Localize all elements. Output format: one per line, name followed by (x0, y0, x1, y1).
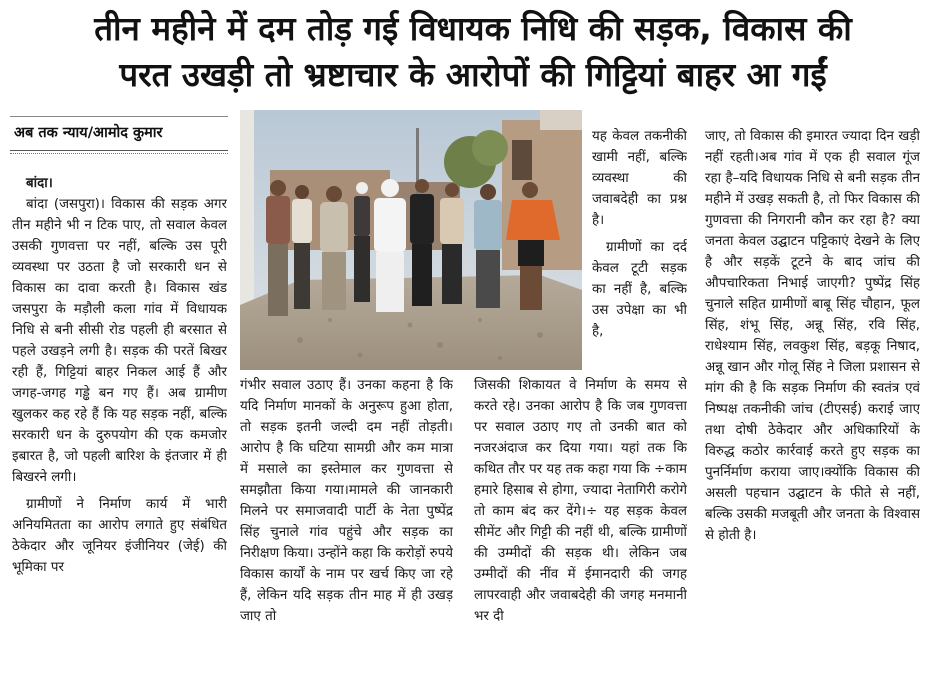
villagers-on-road-photo (240, 110, 582, 370)
article-column-4 (705, 126, 920, 699)
byline-rule (10, 150, 228, 151)
article-column-1 (12, 173, 227, 699)
column-3-upper-paragraph-2: ग्रामीणों का दर्द केवल टूटी सड़क का नहीं है, बल्कि उस उपेक्षा का भी है, (592, 240, 687, 339)
column-1-paragraph-1: बांदा (जसपुरा)। विकास की सड़क अगर तीन महीने भी न टिक पाए, तो सवाल केवल उसकी गुणवत्ता पर नहीं, बल्कि उस पूरी व्यवस्था पर उठता है जो सरकारी धन से विकास का दावा करती है। विकास खंड जसपुरा के मड़ौली कला गांव में विधायक निधि से बनी सीसी रोड पहली ही बरसात से पहले उखड़ने लगी है। सड़क की परतें बिखर रही हैं, गिट्टियां बाहर निकल आई हैं और जगह-जगह गड्ढे बन गए हैं। अब ग्रामीण खुलकर कह रहे हैं कि यह सड़क नहीं, बल्कि सरकारी धन के दुरुपयोग की एक कमजोर इबारत है, जो पहली बारिश के इंतजार में ही बिखरने लगी। (12, 197, 227, 485)
headline (0, 6, 946, 98)
headline-line-2: परत उखड़ी तो भ्रष्टाचार के आरोपों की गिट्टियां बाहर आ गईं (119, 55, 827, 94)
dateline: बांदा। (26, 176, 53, 191)
article-column-3-upper (592, 126, 687, 373)
headline-line-1: तीन महीने में दम तोड़ गई विधायक निधि की सड़क, विकास की (94, 9, 852, 48)
news-photo (240, 110, 582, 370)
byline-dotted-rule (10, 153, 228, 154)
column-1-paragraph-2: ग्रामीणों ने निर्माण कार्य में भारी अनियमितता का आरोप लगाते हुए संबंधित ठेकेदार और जूनियर इंजीनियर (जेई) की भूमिका पर (12, 497, 227, 575)
column-3-paragraph-1: जिसकी शिकायत वे निर्माण के समय से करते रहे। उनका आरोप है कि जब गुणवत्ता पर सवाल उठाए गए तो उनकी बात को नजरअंदाज कर दिया गया। यहां तक कि कथित तौर पर यह तक कहा गया कि ÷काम हमारे हिसाब से होगा, ज्यादा नेतागिरी करोगे तो काम बंद कर देंगे।÷ यह सड़क केवल सीमेंट और गिट्टी की नहीं थी, बल्कि ग्रामीणों की उम्मीदों की सड़क थी। लेकिन जब उम्मीदों की नींव में ईमानदारी की जगह लापरवाही और जवाबदेही की जगह मनमानी भर दी (474, 378, 687, 624)
article-column-2 (240, 375, 453, 699)
byline-top-rule (10, 116, 228, 117)
column-3-upper-paragraph-1: यह केवल तकनीकी खामी नहीं, बल्कि व्यवस्था की जवाबदेही का प्रश्न है। (592, 129, 687, 228)
article-column-3 (474, 375, 687, 699)
column-4-paragraph-1: जाए, तो विकास की इमारत ज्यादा दिन खड़ी नहीं रहती।अब गांव में एक ही सवाल गूंज रहा है–यदि विधायक निधि से बनी सड़क तीन महीने में उखड़ सकती है, तो फिर विकास की गुणवत्ता की निगरानी कौन कर रहा है? क्या जनता केवल उद्घाटन पट्टिकाएं देखने के लिए है और सड़कें टूटने के बाद जांच की औपचारिकता निभाई जाएगी? पुष्पेंद्र सिंह चुनाले सहित ग्रामीणों बाबू सिंह चौहान, फूल सिंह, शंभू सिंह, अन्नू सिंह, रवि सिंह, राधेश्याम सिंह, लवकुश सिंह, बड़कू निषाद, अन्नू खान और गोलू सिंह ने जिला प्रशासन से मांग की है कि सड़क निर्माण की स्वतंत्र एवं निष्पक्ष तकनीकी जांच (टीएसई) कराई जाए तथा दोषी ठेकेदार और अधिकारियों के विरुद्ध कठोर कार्रवाई करते हुए सड़क का पुनर्निर्माण कराया जाए।क्योंकि विकास की असली पहचान उद्घाटन के फीते से नहीं, बल्कि उसकी मजबूती और जनता के विश्वास से होती है। (705, 129, 920, 543)
byline: अब तक न्याय/आमोद कुमार (14, 125, 163, 141)
column-2-paragraph-1: गंभीर सवाल उठाए हैं। उनका कहना है कि यदि निर्माण मानकों के अनुरूप हुआ होता, तो सड़क इतनी जल्दी दम नहीं तोड़ती। आरोप है कि घटिया सामग्री और कम मात्रा में मसाले का इस्तेमाल कर गुणवत्ता से समझौता किया गया।मामले की जानकारी मिलने पर समाजवादी पार्टी के नेता पुष्पेंद्र सिंह चुनाले गांव पहुंचे और सड़क का निरीक्षण किया। उन्होंने कहा कि करोड़ों रुपये विकास कार्यों के नाम पर खर्च किए जा रहे हैं, लेकिन यदि सड़क तीन माह में ही उखड़ जाए तो (240, 378, 453, 624)
